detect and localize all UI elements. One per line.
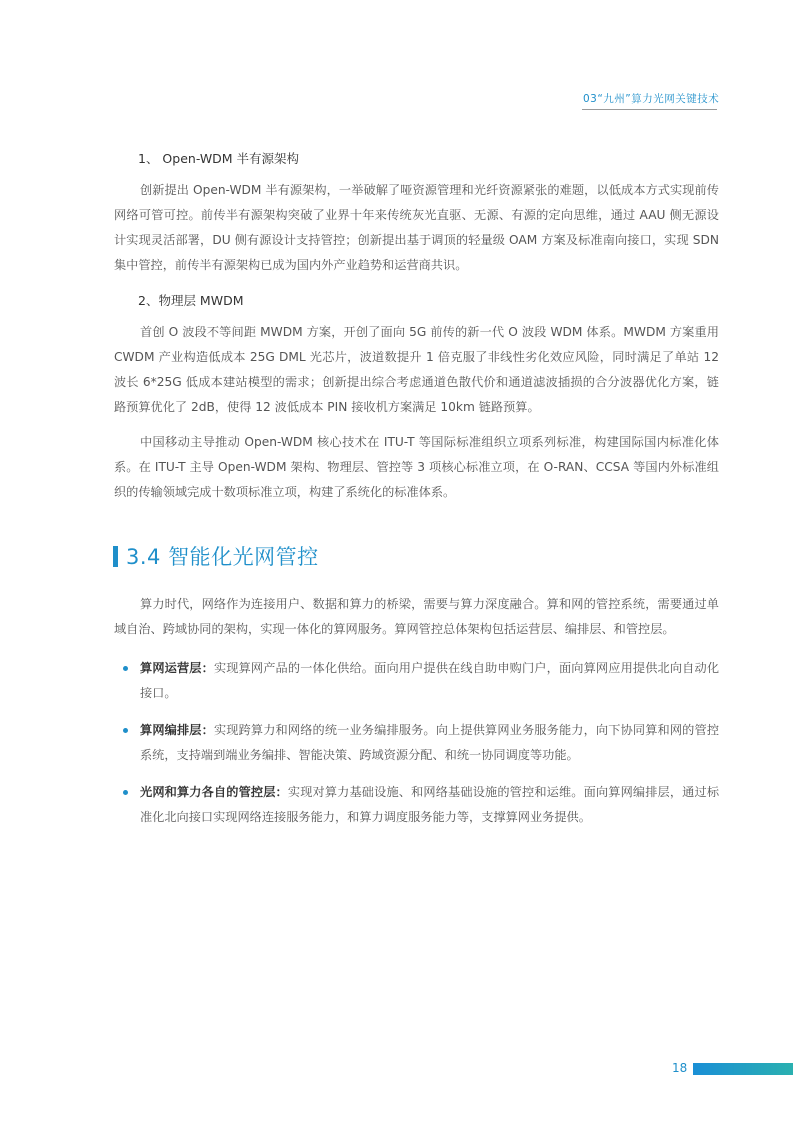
- list-item: [114, 656, 719, 706]
- page-number-bar: [693, 1063, 793, 1075]
- subheading-open-wdm: 1、 Open-WDM 半有源架构: [138, 151, 300, 166]
- bullet-term: 光网和算力各自的管控层：: [140, 785, 288, 799]
- paragraph-mwdm: 首创 O 波段不等间距 MWDM 方案，开创了面向 5G 前传的新一代 O 波段 WDM 体系。MWDM 方案重用 CWDM 产业构造低成本 25G DML 光芯片，波道数提升 1 倍克服了非线性劣化效应风险，同时满足了单站 12 波长 6*25G 低成本建站模型的需求；创新提出综合考虑通道色散代价和通道滤波插损的合分波器优化方案，链路预算优化了 2dB，使得 12 波低成本 PIN 接收机方案满足 10km 链路预算。: [114, 325, 719, 414]
- section-intelligent-control: [114, 592, 719, 842]
- bullet-dot-icon: [123, 666, 128, 671]
- paragraph-open-wdm: 创新提出 Open-WDM 半有源架构，一举破解了哑资源管理和光纤资源紧张的难题，以低成本方式实现前传网络可管可控。前传半有源架构突破了业界十年来传统灰光直驱、无源、有源的定向思维，通过 AAU 侧无源设计实现灵活部署，DU 侧有源设计支持管控；创新提出基于调顶的轻量级 OAM 方案及标准南向接口，实现 SDN 集中管控，前传半有源架构已成为国内外产业趋势和运营商共识。: [114, 183, 719, 272]
- list-item: [114, 780, 719, 830]
- header-rule: [582, 109, 717, 110]
- list-item: [114, 718, 719, 768]
- section-title: 3.4 智能化光网管控: [126, 545, 319, 569]
- subheading-mwdm: 2、物理层 MWDM: [138, 293, 244, 308]
- bullet-text: 实现跨算力和网络的统一业务编排服务。向上提供算网业务服务能力，向下协同算和网的管控系统，支持端到端业务编排、智能决策、跨域资源分配、和统一协同调度等功能。: [140, 723, 720, 762]
- section-heading: [113, 541, 319, 571]
- page-number: 18: [672, 1061, 688, 1075]
- paragraph-intro: 算力时代，网络作为连接用户、数据和算力的桥梁，需要与算力深度融合。算和网的管控系统，需要通过单域自治、跨域协同的架构，实现一体化的算网服务。算网管控总体架构包括运营层、编排层、和管控层。: [114, 597, 719, 636]
- bullet-dot-icon: [123, 728, 128, 733]
- bullet-text: 实现算网产品的一体化供给。面向用户提供在线自助申购门户，面向算网应用提供北向自动化接口。: [140, 661, 720, 700]
- bullet-term: 算网编排层：: [140, 723, 214, 737]
- bullet-text: 实现对算力基础设施、和网络基础设施的管控和运维。面向算网编排层，通过标准化北向接口实现网络连接服务能力，和算力调度服务能力等，支撑算网业务提供。: [140, 785, 720, 824]
- running-header-title: 03“九州”算力光网关键技术: [583, 93, 720, 105]
- section-marker-bar: [113, 546, 118, 567]
- bullet-term: 算网运营层：: [140, 661, 214, 675]
- bullet-dot-icon: [123, 790, 128, 795]
- paragraph-standards: 中国移动主导推动 Open-WDM 核心技术在 ITU-T 等国际标准组织立项系列标准，构建国际国内标准化体系。在 ITU-T 主导 Open-WDM 架构、物理层、管控等 3 项核心标准立项，在 O-RAN、CCSA 等国内外标准组织的传输领域完成十数项标准立项，构建了系统化的标准体系。: [114, 435, 719, 499]
- section-open-wdm: [114, 150, 719, 513]
- bullet-list: [114, 656, 719, 830]
